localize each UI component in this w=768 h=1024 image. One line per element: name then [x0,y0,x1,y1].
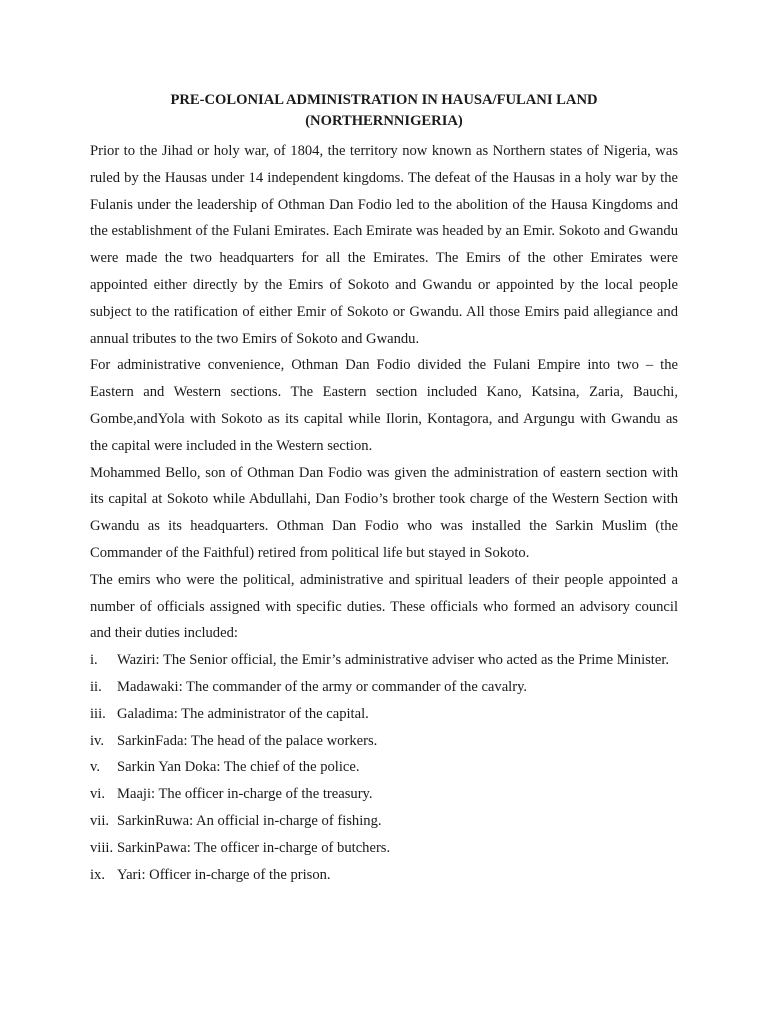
list-item-text: Yari: Officer in-charge of the prison. [117,866,331,883]
paragraph-emir-officials: The emirs who were the political, administrative and spiritual leaders of their people appointed a number of officials assigned with specific duties. These officials who formed an advisory council and their duties included: [90,571,678,642]
list-item-number: vii. [90,812,110,829]
list-item-text: Galadima: The administrator of the capital. [117,705,369,722]
list-item-number: ii. [90,678,102,695]
list-item-number: iv. [90,732,105,749]
list-item-text: Maaji: The officer in-charge of the treasury. [117,786,373,803]
list-item-number: viii. [90,839,114,856]
paragraph-bello-abdullahi: Mohammed Bello, son of Othman Dan Fodio was given the administration of eastern section with its capital at Sokoto while Abdullahi, Dan Fodio’s brother took charge of the Western Section with Gwandu as its headquarters. Othman Dan Fodio who was installed the Sarkin Muslim (the Commander of the Faithful) retired from political life but stayed in Sokoto. [90,464,678,561]
list-item-text: Waziri: The Senior official, the Emir’s administrative adviser who acted as the Prime Minister. [117,652,670,669]
list-item-text: Sarkin Yan Doka: The chief of the police. [117,759,360,776]
paragraph-jihad-history: Prior to the Jihad or holy war, of 1804, the territory now known as Northern states of Nigeria, was ruled by the Hausas under 14 independent kingdoms. The defeat of the Hausas in a holy war by the Fulanis under the leadership of Othman Dan Fodio led to the abolition of the Hausa Kingdoms and the establishment of the Fulani Emirates. Each Emirate was headed by an Emir. Sokoto and Gwandu were made the two headquarters for all the Emirates. The Emirs of the other Emirates were appointed either directly by the Emirs of Sokoto and Gwandu or appointed by the local people subject to the ratification of either Emir of Sokoto or Gwandu. All those Emirs paid allegiance and annual tributes to the two Emirs of Sokoto and Gwandu. [90,143,678,347]
title-line-2: (NORTHERNNIGERIA) [305,113,463,129]
list-item-text: Madawaki: The commander of the army or commander of the cavalry. [117,678,528,695]
list-item [90,647,678,674]
list-item-number: ix. [90,866,105,883]
list-item-text: SarkinFada: The head of the palace workers. [117,732,378,749]
officials-list [90,647,678,888]
list-item [90,728,678,755]
list-item [90,674,678,701]
list-item [90,781,678,808]
list-item-number: i. [90,652,98,669]
title-line-1: PRE-COLONIAL ADMINISTRATION IN HAUSA/FULANI LAND [170,92,598,108]
list-item-text: SarkinRuwa: An official in-charge of fishing. [117,812,382,829]
document-page [90,90,678,888]
paragraph-eastern-western-sections: For administrative convenience, Othman Dan Fodio divided the Fulani Empire into two – the Eastern and Western sections. The Eastern section included Kano, Katsina, Zaria, Bauchi, Gombe,andYola with Sokoto as its capital while Ilorin, Kontagora, and Argungu with Gwandu as the capital were included in the Western section. [90,357,678,454]
list-item-number: vi. [90,786,105,803]
list-item-number: iii. [90,705,106,722]
list-item-number: v. [90,759,100,776]
list-item [90,808,678,835]
list-item [90,862,678,889]
list-item-text: SarkinPawa: The officer in-charge of butchers. [117,839,391,856]
document-title [90,90,678,132]
list-item [90,754,678,781]
list-item [90,835,678,862]
list-item [90,701,678,728]
